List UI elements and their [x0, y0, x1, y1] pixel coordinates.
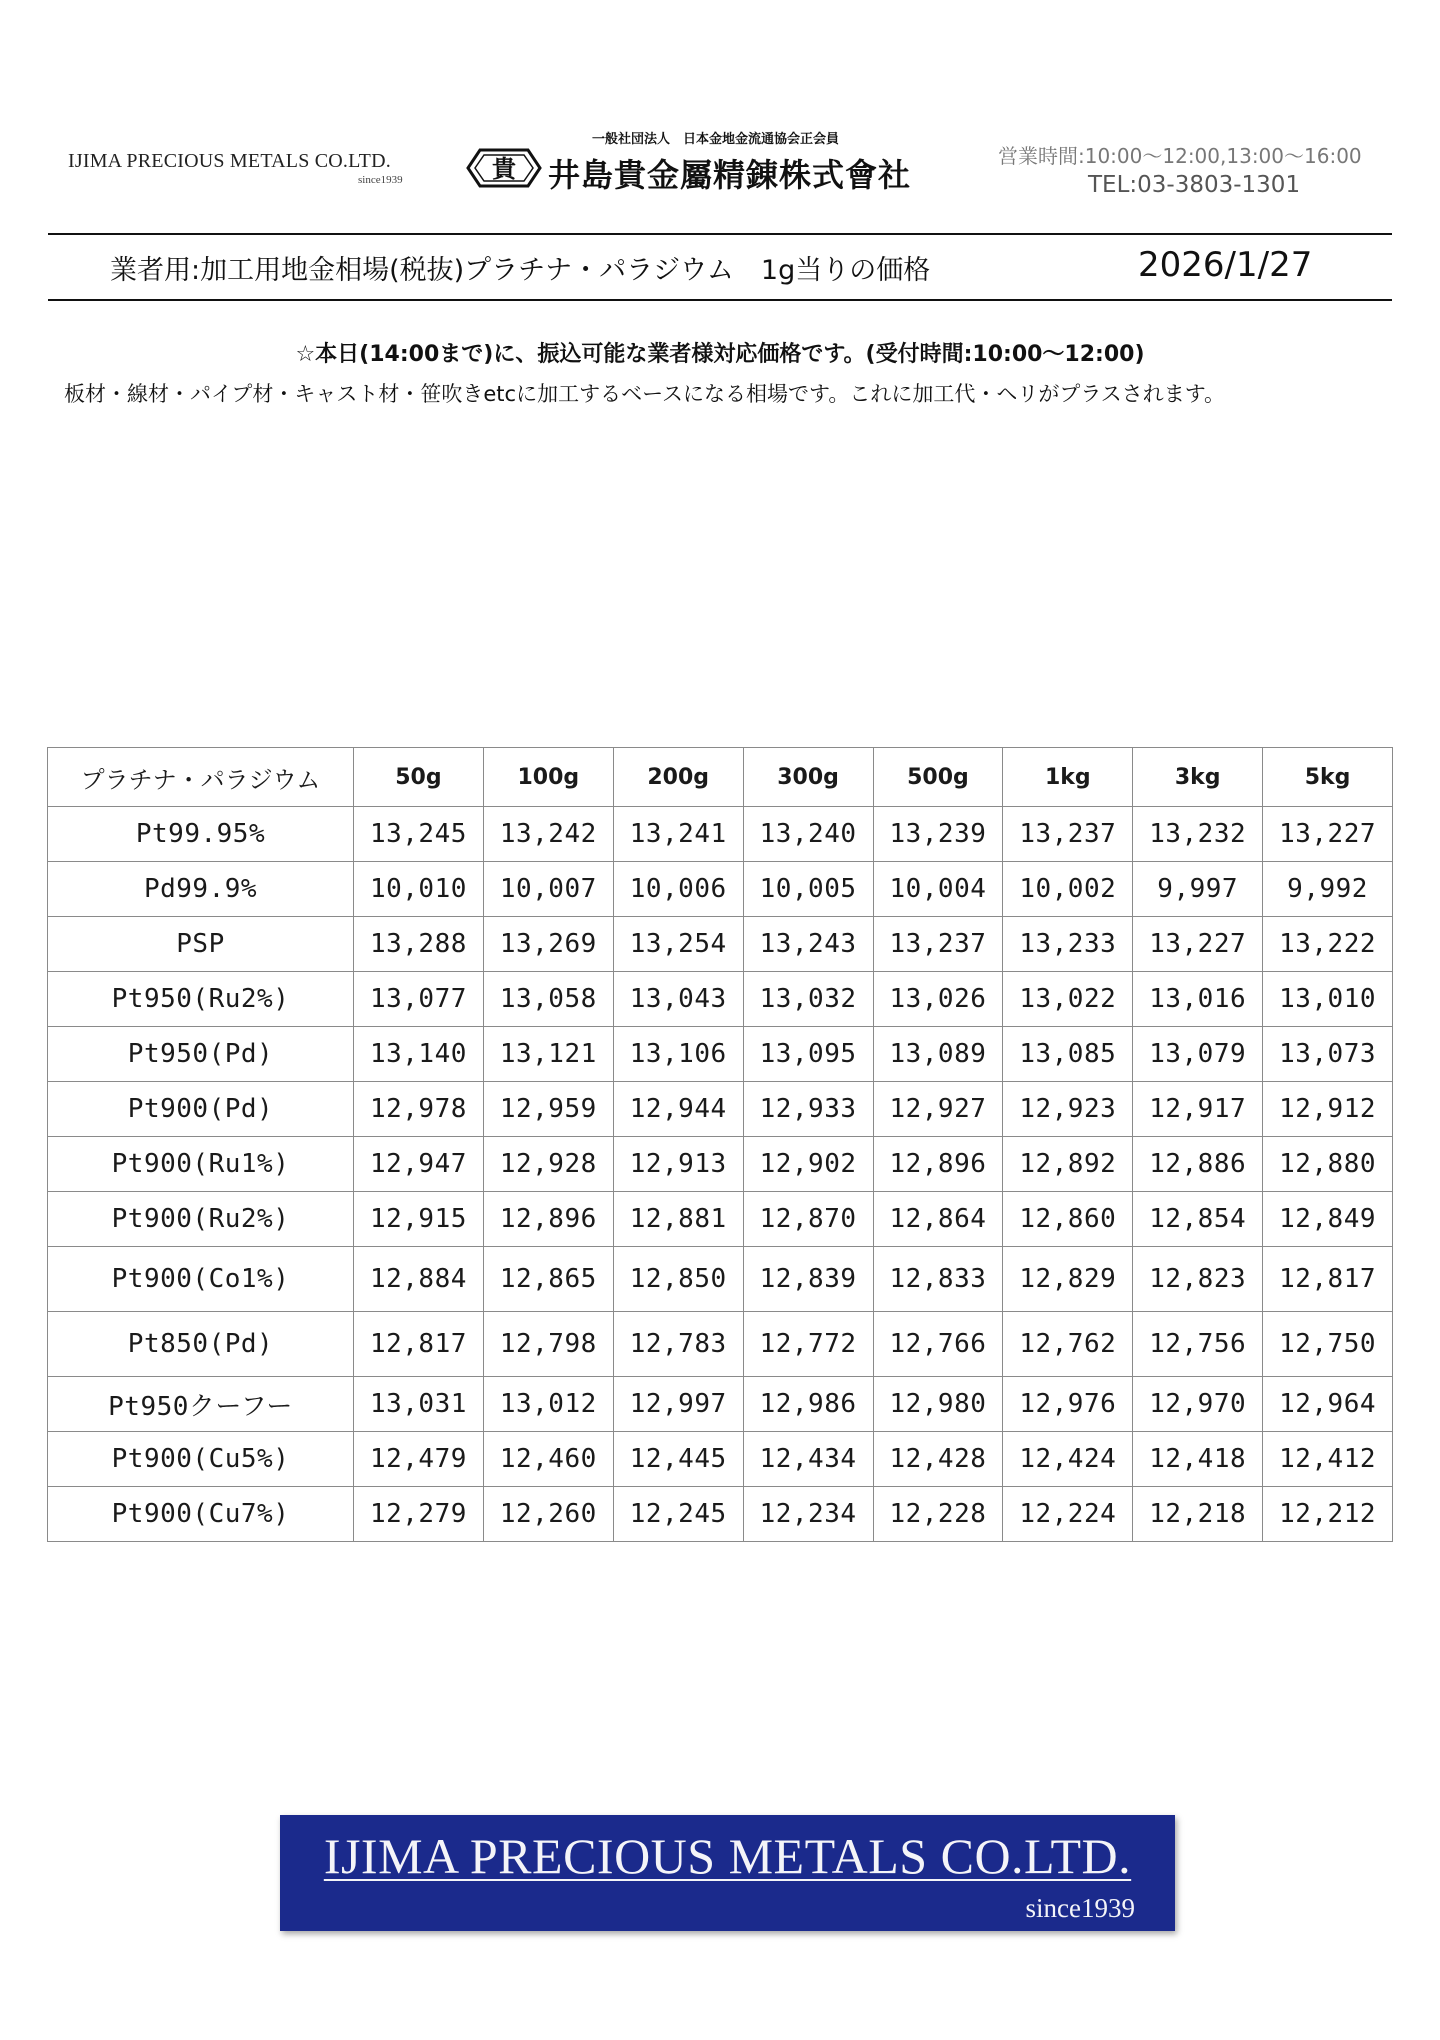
- price-cell: 13,239: [873, 807, 1003, 862]
- price-cell: 12,896: [873, 1137, 1003, 1192]
- price-cell: 12,997: [613, 1377, 743, 1432]
- price-cell: 13,242: [483, 807, 613, 862]
- price-cell: 12,913: [613, 1137, 743, 1192]
- price-cell: 13,022: [1003, 972, 1133, 1027]
- price-cell: 13,222: [1263, 917, 1393, 972]
- price-cell: 13,237: [873, 917, 1003, 972]
- price-cell: 12,917: [1133, 1082, 1263, 1137]
- price-cell: 10,010: [354, 862, 484, 917]
- column-header: 500g: [873, 748, 1003, 807]
- price-cell: 12,902: [743, 1137, 873, 1192]
- price-cell: 12,756: [1133, 1312, 1263, 1377]
- price-cell: 12,928: [483, 1137, 613, 1192]
- price-cell: 12,212: [1263, 1487, 1393, 1542]
- price-cell: 13,269: [483, 917, 613, 972]
- price-cell: 12,224: [1003, 1487, 1133, 1542]
- price-cell: 13,095: [743, 1027, 873, 1082]
- metal-name-cell: Pt900(Cu7%): [48, 1487, 354, 1542]
- price-cell: 12,234: [743, 1487, 873, 1542]
- table-row: [48, 1082, 1393, 1137]
- price-cell: 12,892: [1003, 1137, 1133, 1192]
- metal-name-cell: Pt950(Pd): [48, 1027, 354, 1082]
- company-logo-icon: [466, 146, 542, 194]
- price-cell: 12,798: [483, 1312, 613, 1377]
- price-cell: 13,243: [743, 917, 873, 972]
- price-cell: 12,970: [1133, 1377, 1263, 1432]
- association-membership: 一般社団法人 日本金地金流通協会正会員: [592, 132, 840, 147]
- table-row: [48, 972, 1393, 1027]
- phone-number: TEL:03-3803-1301: [1088, 172, 1301, 198]
- price-cell: 13,031: [354, 1377, 484, 1432]
- price-cell: 12,884: [354, 1247, 484, 1312]
- price-cell: 12,762: [1003, 1312, 1133, 1377]
- price-cell: 12,865: [483, 1247, 613, 1312]
- metal-name-cell: Pt900(Ru1%): [48, 1137, 354, 1192]
- price-cell: 12,986: [743, 1377, 873, 1432]
- table-row: [48, 1137, 1393, 1192]
- notice-line-1: ☆本日(14:00まで)に、振込可能な業者様対応価格です。(受付時間:10:00～12:00): [295, 342, 1145, 367]
- page-title: 業者用:加工用地金相場(税抜)プラチナ・パラジウム 1g当りの価格: [110, 255, 931, 286]
- table-row: [48, 1487, 1393, 1542]
- table-row: [48, 1027, 1393, 1082]
- price-cell: 12,927: [873, 1082, 1003, 1137]
- metal-name-cell: Pt900(Ru2%): [48, 1192, 354, 1247]
- price-cell: 12,854: [1133, 1192, 1263, 1247]
- price-cell: 12,817: [1263, 1247, 1393, 1312]
- price-cell: 10,002: [1003, 862, 1133, 917]
- company-name-jp: 井島貴金屬精錬株式會社: [548, 156, 912, 194]
- price-cell: 13,288: [354, 917, 484, 972]
- table-corner-header: プラチナ・パラジウム: [48, 748, 354, 807]
- price-cell: 12,959: [483, 1082, 613, 1137]
- logo-glyph: 貴: [492, 155, 516, 183]
- price-cell: 13,012: [483, 1377, 613, 1432]
- price-cell: 13,073: [1263, 1027, 1393, 1082]
- price-cell: 12,850: [613, 1247, 743, 1312]
- price-cell: 12,915: [354, 1192, 484, 1247]
- price-cell: 13,106: [613, 1027, 743, 1082]
- price-cell: 12,279: [354, 1487, 484, 1542]
- price-cell: 13,032: [743, 972, 873, 1027]
- price-cell: 12,766: [873, 1312, 1003, 1377]
- price-cell: 13,089: [873, 1027, 1003, 1082]
- company-since: since1939: [358, 174, 403, 186]
- price-cell: 12,245: [613, 1487, 743, 1542]
- metal-name-cell: Pt900(Pd): [48, 1082, 354, 1137]
- price-cell: 12,880: [1263, 1137, 1393, 1192]
- price-cell: 12,428: [873, 1432, 1003, 1487]
- footer-logo: [280, 1815, 1175, 1931]
- metal-name-cell: PSP: [48, 917, 354, 972]
- table-row: [48, 807, 1393, 862]
- price-cell: 13,121: [483, 1027, 613, 1082]
- price-cell: 12,833: [873, 1247, 1003, 1312]
- price-cell: 12,817: [354, 1312, 484, 1377]
- price-cell: 13,254: [613, 917, 743, 972]
- notice-line-2: 板材・線材・パイプ材・キャスト材・笹吹きetcに加工するベースになる相場です。これに加工代・ヘリがプラスされます。: [64, 382, 1226, 406]
- table-row: [48, 1247, 1393, 1312]
- price-cell: 12,479: [354, 1432, 484, 1487]
- price-cell: 12,978: [354, 1082, 484, 1137]
- column-header: 100g: [483, 748, 613, 807]
- price-cell: 12,933: [743, 1082, 873, 1137]
- header-rule-top: [48, 233, 1392, 235]
- price-cell: 12,424: [1003, 1432, 1133, 1487]
- company-name-en: IJIMA PRECIOUS METALS CO.LTD.: [68, 150, 391, 172]
- price-cell: 12,434: [743, 1432, 873, 1487]
- price-cell: 12,886: [1133, 1137, 1263, 1192]
- column-header: 300g: [743, 748, 873, 807]
- price-cell: 13,237: [1003, 807, 1133, 862]
- column-header: 1kg: [1003, 748, 1133, 807]
- column-header: 3kg: [1133, 748, 1263, 807]
- column-header: 5kg: [1263, 748, 1393, 807]
- table-row: [48, 1312, 1393, 1377]
- footer-company-name: IJIMA PRECIOUS METALS CO.LTD.: [323, 1828, 1132, 1884]
- price-cell: 12,964: [1263, 1377, 1393, 1432]
- metal-name-cell: Pt950クーフー: [48, 1377, 354, 1432]
- price-cell: 10,006: [613, 862, 743, 917]
- price-cell: 12,418: [1133, 1432, 1263, 1487]
- price-cell: 12,947: [354, 1137, 484, 1192]
- price-cell: 13,043: [613, 972, 743, 1027]
- price-cell: 13,085: [1003, 1027, 1133, 1082]
- price-cell: 12,829: [1003, 1247, 1133, 1312]
- header-rule-bottom: [48, 299, 1392, 301]
- table-row: [48, 862, 1393, 917]
- metal-name-cell: Pt900(Cu5%): [48, 1432, 354, 1487]
- price-table: [47, 747, 1393, 1542]
- metal-name-cell: Pt950(Ru2%): [48, 972, 354, 1027]
- column-header: 50g: [354, 748, 484, 807]
- table-row: [48, 1432, 1393, 1487]
- price-cell: 13,058: [483, 972, 613, 1027]
- price-cell: 12,912: [1263, 1082, 1393, 1137]
- price-cell: 12,460: [483, 1432, 613, 1487]
- price-cell: 12,870: [743, 1192, 873, 1247]
- price-cell: 13,233: [1003, 917, 1133, 972]
- price-cell: 12,944: [613, 1082, 743, 1137]
- price-cell: 12,228: [873, 1487, 1003, 1542]
- price-cell: 9,992: [1263, 862, 1393, 917]
- price-cell: 13,245: [354, 807, 484, 862]
- price-cell: 12,839: [743, 1247, 873, 1312]
- price-cell: 12,783: [613, 1312, 743, 1377]
- table-row: [48, 1192, 1393, 1247]
- price-cell: 12,445: [613, 1432, 743, 1487]
- price-cell: 13,227: [1263, 807, 1393, 862]
- metal-name-cell: Pt850(Pd): [48, 1312, 354, 1377]
- price-cell: 13,241: [613, 807, 743, 862]
- price-cell: 12,849: [1263, 1192, 1393, 1247]
- price-cell: 10,005: [743, 862, 873, 917]
- price-cell: 13,140: [354, 1027, 484, 1082]
- price-cell: 12,881: [613, 1192, 743, 1247]
- metal-name-cell: Pd99.9%: [48, 862, 354, 917]
- price-cell: 12,864: [873, 1192, 1003, 1247]
- metal-name-cell: Pt99.95%: [48, 807, 354, 862]
- price-cell: 13,240: [743, 807, 873, 862]
- price-cell: 12,896: [483, 1192, 613, 1247]
- price-cell: 12,412: [1263, 1432, 1393, 1487]
- column-header: 200g: [613, 748, 743, 807]
- price-cell: 12,772: [743, 1312, 873, 1377]
- price-cell: 10,007: [483, 862, 613, 917]
- price-cell: 13,079: [1133, 1027, 1263, 1082]
- price-cell: 12,976: [1003, 1377, 1133, 1432]
- table-row: [48, 917, 1393, 972]
- price-cell: 13,232: [1133, 807, 1263, 862]
- price-cell: 12,860: [1003, 1192, 1133, 1247]
- price-cell: 12,923: [1003, 1082, 1133, 1137]
- business-hours: 営業時間:10:00～12:00,13:00～16:00: [998, 144, 1362, 168]
- price-date: 2026/1/27: [1138, 245, 1313, 285]
- table-row: [48, 1377, 1393, 1432]
- price-cell: 13,010: [1263, 972, 1393, 1027]
- price-cell: 12,823: [1133, 1247, 1263, 1312]
- price-cell: 10,004: [873, 862, 1003, 917]
- price-cell: 12,980: [873, 1377, 1003, 1432]
- price-cell: 12,218: [1133, 1487, 1263, 1542]
- price-cell: 13,227: [1133, 917, 1263, 972]
- table-header-row: [48, 748, 1393, 807]
- price-cell: 13,016: [1133, 972, 1263, 1027]
- footer-since: since1939: [1025, 1893, 1135, 1923]
- price-cell: 13,077: [354, 972, 484, 1027]
- price-cell: 12,260: [483, 1487, 613, 1542]
- price-cell: 13,026: [873, 972, 1003, 1027]
- metal-name-cell: Pt900(Co1%): [48, 1247, 354, 1312]
- price-cell: 9,997: [1133, 862, 1263, 917]
- price-cell: 12,750: [1263, 1312, 1393, 1377]
